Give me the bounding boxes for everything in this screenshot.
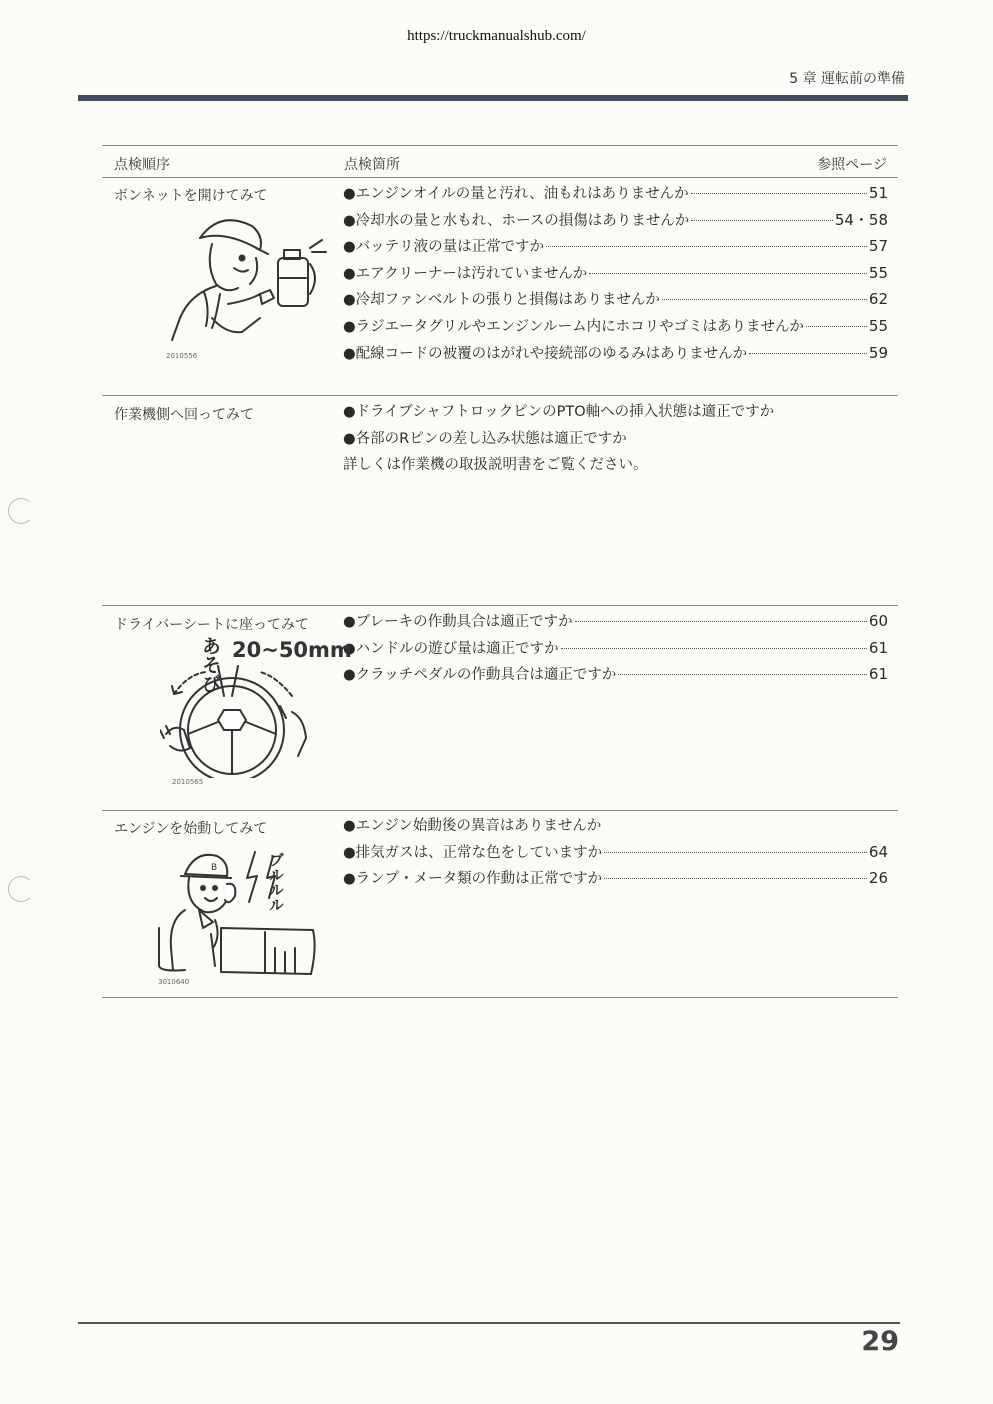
check-item: ●配線コードの被覆のはがれや接続部のゆるみはありませんか 59: [343, 343, 888, 362]
check-item: ●ブレーキの作動具合は適正ですか 60: [343, 612, 888, 630]
figure-id: 2010556: [166, 352, 198, 360]
section-items-engine-start: [343, 814, 888, 894]
section-title-driver-seat: ドライバーシートに座ってみて: [114, 617, 310, 633]
ref-page: 64: [868, 842, 888, 861]
punch-hole: [8, 876, 34, 902]
ref-page: 26: [868, 869, 888, 888]
note-text: 詳しくは作業機の取扱説明書をご覧ください。: [343, 457, 648, 474]
page-number: 29: [861, 1326, 899, 1357]
header-order: 点検順序: [114, 157, 170, 173]
check-item: ●各部のRピンの差し込み状態は適正ですか: [343, 430, 627, 447]
section-items-bonnet: [343, 182, 888, 368]
header-bar: [78, 95, 908, 101]
section-items-implement: [343, 400, 888, 480]
play-label: あそび: [199, 636, 221, 693]
figure-id: 3010640: [158, 978, 190, 986]
check-item: ●冷却水の量と水もれ、ホースの損傷はありませんか 54・58: [343, 210, 888, 229]
ref-page: 54・58: [834, 210, 888, 229]
header-location: 点検箇所: [344, 157, 400, 173]
engine-sound-label: ブルルル: [267, 852, 285, 912]
check-item: ●冷却ファンベルトの張りと損傷はありませんか 62: [343, 290, 888, 309]
source-url[interactable]: https://truckmanualshub.com/: [407, 28, 586, 44]
header-ref: 参照ページ: [817, 157, 887, 173]
check-item: ●エンジン始動後の異音はありませんか: [343, 818, 602, 834]
punch-hole: [8, 498, 34, 524]
ref-page: 59: [868, 343, 888, 362]
check-item: ●エンジンオイルの量と汚れ、油もれはありませんか 51: [343, 184, 888, 202]
check-item: ●ハンドルの遊び量は適正ですか 61: [343, 638, 888, 657]
ref-page: 55: [868, 263, 888, 282]
figure-id: 2010565: [172, 778, 204, 786]
check-item: ●ランプ・メータ類の作動は正常ですか 26: [343, 869, 888, 888]
section-title-engine-start: エンジンを始動してみて: [114, 821, 268, 837]
section-rule: [102, 395, 898, 396]
header-rule: [102, 177, 898, 178]
ref-page: 57: [868, 237, 888, 256]
check-item: ●クラッチペダルの作動具合は適正ですか 61: [343, 665, 888, 684]
ref-page: 61: [868, 665, 888, 684]
svg-text:B: B: [211, 863, 218, 873]
mechanic-checking-oil-illustration: [160, 208, 330, 353]
table-top-rule: [102, 145, 898, 146]
check-item: ●ドライブシャフトロックピンのPTO軸への挿入状態は適正ですか: [343, 404, 775, 420]
section-rule: [102, 605, 898, 606]
check-item: ●エアクリーナーは汚れていませんか 55: [343, 263, 888, 282]
section-title-implement: 作業機側へ回ってみて: [114, 407, 254, 423]
section-title-bonnet: ボンネットを開けてみて: [114, 188, 268, 204]
ref-page: 62: [868, 290, 888, 309]
check-item: ●バッテリ液の量は正常ですか 57: [343, 237, 888, 256]
footer-rule: [78, 1322, 900, 1324]
ref-page: 55: [868, 316, 888, 335]
ref-page: 60: [868, 612, 888, 630]
operator-listening-illustration: [155, 848, 320, 978]
section-items-driver-seat: [343, 610, 888, 690]
chapter-heading: 5 章 運転前の準備: [789, 71, 905, 87]
section-rule: [102, 810, 898, 811]
ref-page: 51: [868, 184, 888, 202]
play-range-label: 20~50mm: [232, 638, 352, 662]
check-item: ●ラジエータグリルやエンジンルーム内にホコリやゴミはありませんか 55: [343, 316, 888, 335]
ref-page: 61: [868, 638, 888, 657]
table-bottom-rule: [102, 997, 898, 998]
check-item: ●排気ガスは、正常な色をしていますか 64: [343, 842, 888, 861]
